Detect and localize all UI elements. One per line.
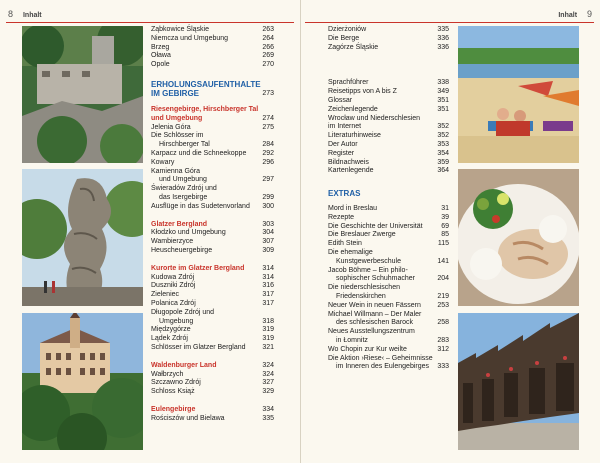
toc-entry <box>328 223 449 232</box>
section-eulengebirge <box>151 406 274 415</box>
toc-entry <box>328 258 449 267</box>
toc-entry <box>328 363 449 372</box>
toc-entry-title: Kunstgewerbeschule <box>336 257 401 265</box>
toc-entry-page: 284 <box>262 141 274 149</box>
toc-entry-page: 258 <box>437 319 449 327</box>
toc-entry-title: Neuer Wein in neuen Fässern <box>328 301 421 309</box>
toc-entry <box>328 240 449 249</box>
header-rule <box>6 22 294 23</box>
rock-formation-photo <box>22 169 143 309</box>
toc-entry-title: im Internet <box>328 123 362 131</box>
toc-entry <box>328 346 449 355</box>
chapter-title-line2: IM GEBIRGE <box>151 88 200 98</box>
toc-entry <box>328 35 449 44</box>
toc-entry-title: Die Breslauer Zwerge <box>328 231 396 239</box>
toc-entry-title: Świeradów Zdrój und <box>151 185 217 193</box>
toc-entry-title: Międzygórze <box>151 326 191 334</box>
section-title: Eulengebirge <box>151 405 196 413</box>
toc-entry-page: 270 <box>262 61 274 69</box>
toc-entry-page: 317 <box>262 299 274 307</box>
toc-entry-page: 349 <box>437 88 449 96</box>
section-riesengebirge <box>151 106 274 124</box>
toc-entry <box>328 123 449 132</box>
toc-entry <box>328 79 449 88</box>
toc-entry-page: 299 <box>262 193 274 201</box>
toc-entry-page: 364 <box>437 167 449 175</box>
toc-entry-title: Die Schlösser im <box>151 132 204 140</box>
toc-entry-page: 327 <box>262 379 274 387</box>
toc-entry <box>328 106 449 115</box>
section-page: 314 <box>262 264 274 272</box>
toc-entry <box>328 275 449 284</box>
toc-entry <box>328 88 449 97</box>
toc-entry <box>151 247 274 256</box>
toc-entry-page: 296 <box>262 158 274 166</box>
toc-entry <box>151 229 274 238</box>
toc-entry-page <box>431 267 449 276</box>
section-title-line2: und Umgebung <box>151 114 203 122</box>
toc-entry-title: Jelenia Góra <box>151 123 191 131</box>
toc-entry-page: 307 <box>262 238 274 246</box>
toc-entry <box>151 274 274 283</box>
toc-entry-title: Literaturhinweise <box>328 132 381 140</box>
right-page <box>300 0 600 463</box>
toc-entry <box>151 44 274 53</box>
toc-entry <box>151 318 274 327</box>
toc-entry <box>328 97 449 106</box>
toc-entry-page: 336 <box>437 43 449 51</box>
toc-entry-title: Schloss Książ <box>151 388 195 396</box>
toc-entry-title: Rezepte <box>328 213 355 221</box>
toc-entry <box>328 214 449 223</box>
toc-entry <box>151 52 274 61</box>
toc-entry-page: 319 <box>262 326 274 334</box>
toc-entry <box>151 35 274 44</box>
toc-entry-page <box>256 132 274 141</box>
toc-entry-title: und Umgebung <box>159 176 207 184</box>
toc-entry <box>328 355 449 364</box>
right-page-number: 9 <box>586 9 592 19</box>
castle-photo <box>22 26 143 166</box>
toc-entry-page: 304 <box>262 229 274 237</box>
toc-entry <box>328 311 449 320</box>
chapter-page: 273 <box>262 89 274 97</box>
toc-entry-title: Długopole Zdrój und <box>151 308 215 316</box>
toc-entry-title: Brzeg <box>151 43 170 51</box>
toc-entry <box>328 337 449 346</box>
toc-entry-title: Edith Stein <box>328 240 362 248</box>
toc-entry <box>328 267 449 276</box>
toc-entry-title: sophischer Schuhmacher <box>336 275 415 283</box>
toc-entry-page: 253 <box>437 301 449 309</box>
toc-entry-title: Zagórze Śląskie <box>328 43 379 51</box>
toc-entry <box>151 379 274 388</box>
toc-entry <box>151 132 274 141</box>
toc-entry-page: 69 <box>441 222 449 230</box>
toc-entry-title: Kamienna Góra <box>151 167 201 175</box>
toc-entry <box>151 61 274 70</box>
toc-entry-page: 335 <box>437 26 449 33</box>
section-glatzer-bergland <box>151 221 274 230</box>
right-header-title: Inhalt <box>558 12 578 19</box>
toc-entry-title: in Łomnitz <box>336 336 368 344</box>
toc-entry <box>151 326 274 335</box>
section-waldenburger-land <box>151 362 274 371</box>
toc-entry <box>151 150 274 159</box>
toc-entry-page: 335 <box>262 414 274 422</box>
toc-entry-page: 292 <box>262 149 274 157</box>
section-kurorte <box>151 265 274 274</box>
wooden-houses-photo <box>458 313 579 453</box>
toc-entry <box>151 168 274 177</box>
toc-entry-page: 353 <box>437 140 449 148</box>
toc-entry-page: 318 <box>262 317 274 325</box>
toc-entry <box>328 284 449 293</box>
extras-heading: EXTRAS <box>328 189 361 199</box>
toc-entry-title: Die Aktion ›Riese‹ – Geheimnisse <box>328 354 433 362</box>
toc-entry-title: Zeichenlegende <box>328 105 378 113</box>
toc-entry-title: Kłodzko und Umgebung <box>151 229 226 237</box>
toc-entry <box>151 141 274 150</box>
toc-entry <box>328 328 449 337</box>
toc-entry-title: Mord in Breslau <box>328 204 378 212</box>
toc-entry <box>151 371 274 380</box>
toc-entry-page: 300 <box>262 202 274 210</box>
toc-entry-page: 275 <box>262 123 274 131</box>
right-toc <box>328 26 449 372</box>
toc-entry-page: 317 <box>262 291 274 299</box>
toc-entry-page <box>431 311 449 320</box>
toc-entry <box>151 176 274 185</box>
toc-entry <box>151 300 274 309</box>
toc-entry <box>151 282 274 291</box>
toc-entry-title: Wrocław und Niederschlesien <box>328 114 421 122</box>
toc-entry-title: Wambierzyce <box>151 238 194 246</box>
toc-entry-title: Die niederschlesischen <box>328 284 400 292</box>
toc-entry-page: 85 <box>441 231 449 239</box>
toc-entry <box>328 150 449 159</box>
toc-entry-page: 352 <box>437 132 449 140</box>
toc-entry <box>151 124 274 133</box>
toc-entry-title: Ausflüge in das Sudetenvorland <box>151 202 250 210</box>
chapter-heading <box>151 80 274 98</box>
toc-entry-page <box>256 309 274 318</box>
toc-entry-title: Neues Ausstellungszentrum <box>328 328 415 336</box>
toc-entry-title: im Inneren des Eulengebirges <box>336 363 430 371</box>
toc-entry-page: 314 <box>262 273 274 281</box>
toc-entry-title: Zieleniec <box>151 291 180 299</box>
toc-entry-page: 351 <box>437 96 449 104</box>
toc-entry-title: Karpacz und die Schneekoppe <box>151 149 247 157</box>
toc-entry-title: Sprachführer <box>328 79 369 87</box>
toc-entry-title: Oława <box>151 52 171 60</box>
toc-entry-title: Jacob Böhme – Ein philo- <box>328 266 408 274</box>
toc-entry-title: Szczawno Zdrój <box>151 379 201 387</box>
toc-entry-title: Dzierżoniów <box>328 26 367 33</box>
toc-entry <box>328 205 449 214</box>
toc-entry <box>328 302 449 311</box>
toc-entry <box>328 159 449 168</box>
right-photo-strip <box>458 26 579 453</box>
toc-entry-page <box>431 115 449 124</box>
toc-entry <box>151 203 274 212</box>
toc-entry <box>328 249 449 258</box>
section-title-line1: Riesengebirge, Hirschberger Tal <box>151 105 259 113</box>
toc-entry-title: Hirschberger Tal <box>159 141 210 149</box>
toc-entry-page: 354 <box>437 149 449 157</box>
header-rule <box>305 22 594 23</box>
palace-photo <box>22 313 143 453</box>
toc-entry-title: Duszniki Zdrój <box>151 282 196 290</box>
toc-entry-page: 359 <box>437 158 449 166</box>
toc-entry-page: 263 <box>262 26 274 33</box>
toc-entry-page: 324 <box>262 370 274 378</box>
toc-entry-title: Michael Willmann – Der Maler <box>328 310 422 318</box>
toc-entry-page: 264 <box>262 34 274 42</box>
toc-entry-page: 283 <box>437 336 449 344</box>
section-title: Kurorte im Glatzer Bergland <box>151 264 245 272</box>
toc-entry-page: 336 <box>437 34 449 42</box>
toc-entry-title: Die Geschichte der Universität <box>328 222 423 230</box>
toc-entry <box>328 293 449 302</box>
toc-entry-page <box>431 249 449 258</box>
toc-entry-page: 321 <box>262 343 274 351</box>
food-dish-photo <box>458 169 579 309</box>
toc-entry-page: 141 <box>437 257 449 265</box>
toc-entry <box>151 159 274 168</box>
toc-entry-title: Kowary <box>151 158 175 166</box>
toc-entry-page: 115 <box>437 240 449 248</box>
left-photo-strip <box>22 26 143 453</box>
toc-entry-page: 312 <box>437 345 449 353</box>
toc-entry-title: Register <box>328 149 355 157</box>
toc-entry-page: 31 <box>441 204 449 212</box>
toc-entry-page: 269 <box>262 52 274 60</box>
toc-entry-page: 309 <box>262 246 274 254</box>
toc-entry-page <box>256 185 274 194</box>
toc-entry-title: Die Berge <box>328 34 360 42</box>
toc-entry-page <box>431 284 449 293</box>
toc-entry-title: Ząbkowice Śląskie <box>151 26 209 33</box>
toc-entry-title: Niemcza und Umgebung <box>151 34 229 42</box>
toc-entry-page: 351 <box>437 105 449 113</box>
section-page: 324 <box>262 361 274 369</box>
toc-entry-title: Lądek Zdrój <box>151 335 188 343</box>
toc-entry-page: 319 <box>262 335 274 343</box>
left-header-title: Inhalt <box>22 12 42 19</box>
section-page: 303 <box>262 220 274 228</box>
section-title: Glatzer Bergland <box>151 220 208 228</box>
toc-entry-page: 219 <box>437 292 449 300</box>
toc-entry-page: 338 <box>437 79 449 87</box>
toc-entry-title: Opole <box>151 61 170 69</box>
toc-entry <box>151 344 274 353</box>
toc-entry-page: 329 <box>262 388 274 396</box>
toc-entry-title: des schlesischen Barock <box>336 319 414 327</box>
section-page: 334 <box>262 405 274 413</box>
toc-entry-title: das Isergebirge <box>159 193 208 201</box>
toc-entry <box>151 26 274 35</box>
toc-entry-title: Kartenlegende <box>328 167 374 175</box>
toc-entry <box>328 132 449 141</box>
toc-entry-title: Umgebung <box>159 317 194 325</box>
toc-entry <box>151 335 274 344</box>
toc-entry <box>328 26 449 35</box>
toc-entry-page <box>433 355 451 364</box>
section-title: Waldenburger Land <box>151 361 217 369</box>
section-page: 274 <box>262 114 274 122</box>
toc-entry-page: 39 <box>441 213 449 221</box>
toc-entry-title: Die ehemalige <box>328 248 373 256</box>
toc-entry-page: 352 <box>437 123 449 131</box>
toc-entry <box>328 231 449 240</box>
toc-entry-title: Reisetipps von A bis Z <box>328 88 397 96</box>
toc-entry <box>328 167 449 176</box>
toc-entry-title: Schlösser im Glatzer Bergland <box>151 343 246 351</box>
chapter-title-line1: ERHOLUNGSAUFENTHALTE <box>151 79 261 89</box>
toc-entry-title: Der Autor <box>328 140 358 148</box>
toc-entry <box>151 291 274 300</box>
right-header <box>558 9 592 21</box>
toc-entry-title: Polanica Zdrój <box>151 299 196 307</box>
toc-entry-title: Glossar <box>328 96 353 104</box>
toc-entry <box>151 388 274 397</box>
toc-entry-page: 204 <box>437 275 449 283</box>
toc-entry-page <box>431 328 449 337</box>
toc-entry-page: 316 <box>262 282 274 290</box>
toc-entry-title: Heuscheuergebirge <box>151 246 213 254</box>
toc-entry <box>328 141 449 150</box>
lake-beach-photo <box>458 26 579 166</box>
toc-entry <box>151 415 274 424</box>
toc-entry-page: 266 <box>262 43 274 51</box>
toc-entry <box>151 194 274 203</box>
toc-entry-title: Friedenskirchen <box>336 292 386 300</box>
toc-entry-page: 333 <box>437 363 449 371</box>
left-header <box>8 9 42 21</box>
toc-entry-title: Rościszów und Bielawa <box>151 414 225 422</box>
toc-entry-title: Wo Chopin zur Kur weilte <box>328 345 407 353</box>
toc-entry-page <box>256 168 274 177</box>
toc-entry-title: Bildnachweis <box>328 158 369 166</box>
toc-entry <box>328 115 449 124</box>
toc-entry-title: Kudowa Zdrój <box>151 273 195 281</box>
left-toc <box>151 26 274 423</box>
toc-entry <box>151 309 274 318</box>
toc-entry-title: Wałbrzych <box>151 370 184 378</box>
left-page-number: 8 <box>8 9 14 19</box>
toc-entry <box>328 44 449 53</box>
toc-entry-page: 297 <box>262 176 274 184</box>
toc-entry <box>151 238 274 247</box>
toc-entry <box>151 185 274 194</box>
toc-entry <box>328 319 449 328</box>
